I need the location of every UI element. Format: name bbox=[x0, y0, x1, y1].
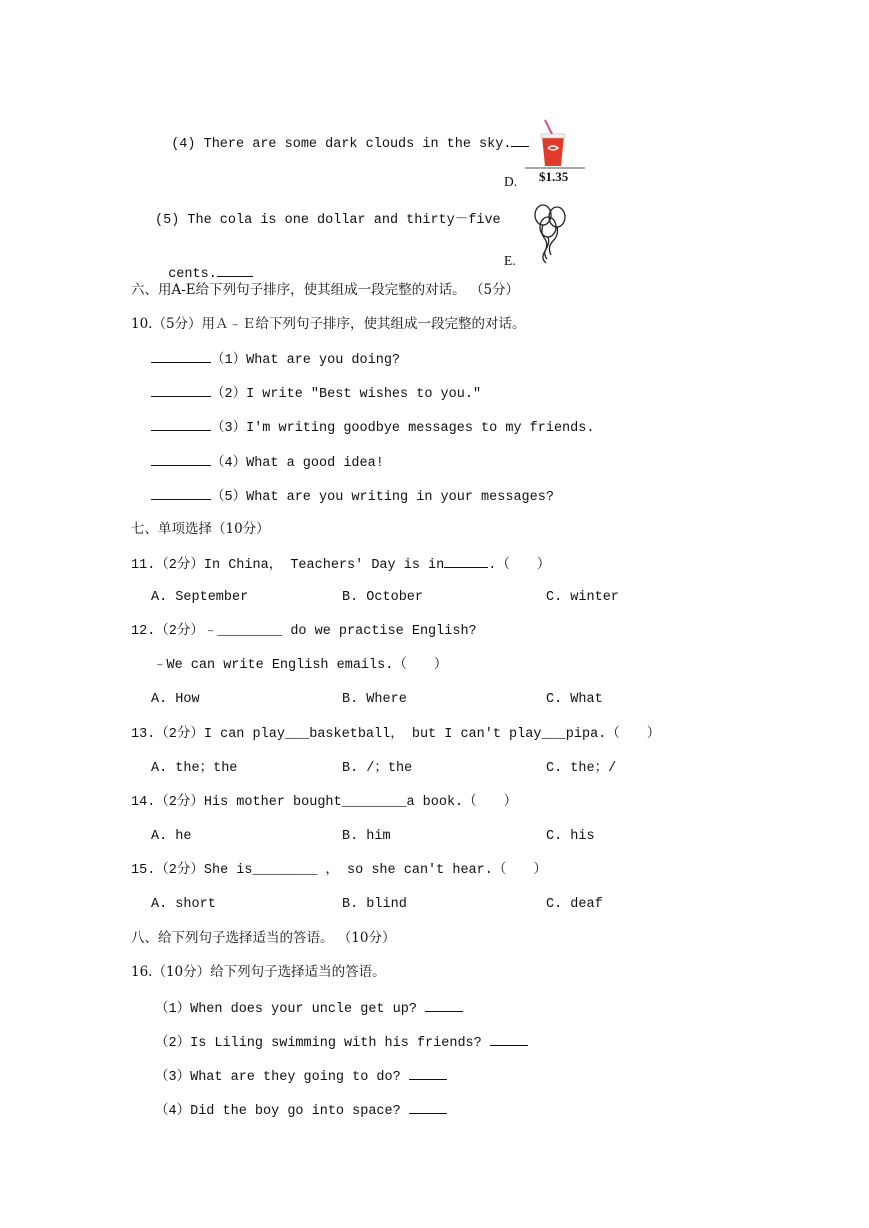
q10-stem: 10.（5分）用Ａ﹣Ｅ给下列句子排序，使其组成一段完整的对话。 bbox=[131, 316, 526, 332]
q14-stem: 14.（2分）His mother bought________a book.（ ） bbox=[131, 795, 518, 810]
list-item bbox=[151, 487, 554, 507]
q12-stem-line2: ﹣We can write English emails.（ ） bbox=[153, 658, 448, 673]
q13-option-a[interactable]: A. the；the bbox=[151, 761, 238, 776]
list-item bbox=[155, 1033, 528, 1053]
q14-option-c[interactable]: C. his bbox=[546, 829, 595, 844]
answer-blank[interactable] bbox=[151, 418, 211, 431]
answer-blank[interactable] bbox=[151, 350, 211, 363]
answer-blank[interactable] bbox=[444, 555, 488, 568]
question-text: （2）Is Liling swimming with his friends? bbox=[155, 1036, 482, 1051]
answer-blank[interactable] bbox=[151, 487, 211, 500]
q15-option-c[interactable]: C. deaf bbox=[546, 897, 603, 912]
option-d-letter: D. bbox=[504, 174, 518, 189]
dialogue-sentence: （1）What are you doing? bbox=[211, 353, 401, 368]
option-e-letter: E. bbox=[504, 253, 516, 268]
section6-heading: 六、用A-E给下列句子排序，使其组成一段完整的对话。 （5分） bbox=[131, 282, 520, 298]
answer-blank[interactable] bbox=[425, 999, 463, 1012]
answer-blank[interactable] bbox=[151, 453, 211, 466]
section8-heading: 八、给下列句子选择适当的答语。 （10分） bbox=[131, 930, 396, 946]
cola-cup-figure bbox=[523, 116, 587, 186]
section7-heading: 七、单项选择（10分） bbox=[131, 521, 270, 537]
cola-price-label: $1.35 bbox=[539, 169, 569, 184]
q11-option-c[interactable]: C. winter bbox=[546, 590, 619, 605]
q11-stem bbox=[131, 555, 550, 575]
dialogue-sentence: （5）What are you writing in your messages? bbox=[211, 490, 554, 505]
match-q5-line2 bbox=[152, 246, 253, 284]
q11-option-b[interactable]: B. October bbox=[342, 590, 424, 605]
answer-blank[interactable] bbox=[217, 264, 253, 277]
list-item bbox=[155, 999, 463, 1019]
list-item bbox=[151, 453, 384, 473]
q16-stem: 16.（10分）给下列句子选择适当的答语。 bbox=[131, 964, 386, 980]
q12-option-a[interactable]: A. How bbox=[151, 692, 200, 707]
list-item bbox=[155, 1101, 447, 1121]
q13-option-c[interactable]: C. the；/ bbox=[546, 761, 617, 776]
q12-option-b[interactable]: B. Where bbox=[342, 692, 407, 707]
q11-option-a[interactable]: A. September bbox=[151, 590, 249, 605]
match-q5-line1: (5) The cola is one dollar and thirty－five bbox=[155, 213, 501, 228]
list-item bbox=[151, 384, 481, 404]
q15-option-b[interactable]: B. blind bbox=[342, 897, 407, 912]
dialogue-sentence: （2）I write "Best wishes to you." bbox=[211, 387, 482, 402]
dialogue-sentence: （3）I'm writing goodbye messages to my friends. bbox=[211, 421, 595, 436]
answer-blank[interactable] bbox=[490, 1033, 528, 1046]
match-q4 bbox=[155, 116, 529, 154]
q13-stem: 13.（2分）I can play___basketball， but I can't play___pipa.（ ） bbox=[131, 727, 661, 742]
match-q5-text: cents. bbox=[168, 267, 217, 282]
answer-blank[interactable] bbox=[409, 1101, 447, 1114]
q11-stem-text: 11.（2分）In China， Teachers' Day is in bbox=[131, 558, 445, 573]
q13-option-b[interactable]: B. /；the bbox=[342, 761, 413, 776]
balloons-figure bbox=[530, 203, 570, 265]
list-item bbox=[155, 1067, 447, 1087]
question-text: （3）What are they going to do? bbox=[155, 1070, 401, 1085]
q14-option-a[interactable]: A. he bbox=[151, 829, 192, 844]
question-text: （1）When does your uncle get up? bbox=[155, 1002, 417, 1017]
answer-blank[interactable] bbox=[151, 384, 211, 397]
dialogue-sentence: （4）What a good idea! bbox=[211, 456, 384, 471]
list-item bbox=[151, 418, 594, 438]
q12-option-c[interactable]: C. What bbox=[546, 692, 603, 707]
q15-stem: 15.（2分）She is________ ， so she can't hear.（ ） bbox=[131, 863, 547, 878]
question-text: （4）Did the boy go into space? bbox=[155, 1104, 401, 1119]
q11-stem-tail: .（ ） bbox=[488, 558, 551, 573]
balloons-icon bbox=[530, 203, 570, 265]
q15-option-a[interactable]: A. short bbox=[151, 897, 216, 912]
q12-stem: 12.（2分）﹣________ do we practise English? bbox=[131, 624, 477, 639]
list-item bbox=[151, 350, 400, 370]
q14-option-b[interactable]: B. him bbox=[342, 829, 391, 844]
answer-blank[interactable] bbox=[409, 1067, 447, 1080]
match-q4-text: (4) There are some dark clouds in the sky. bbox=[171, 137, 512, 152]
